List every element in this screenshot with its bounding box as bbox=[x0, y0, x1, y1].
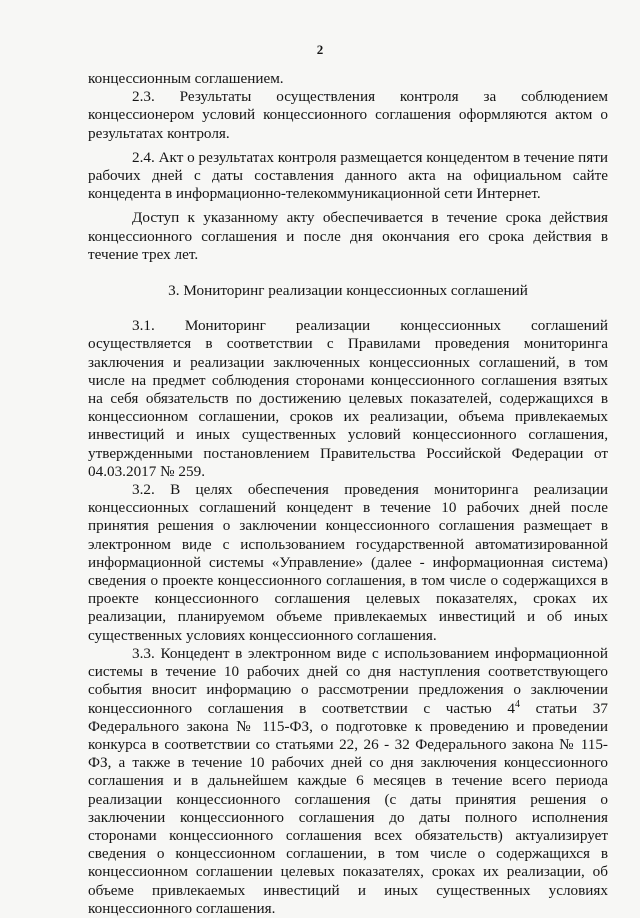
page-number: 2 bbox=[316, 42, 324, 57]
paragraph-2-4: 2.4. Акт о результатах контроля размещается концедентом в течение пяти рабочих дней с даты составления данного акта на официальном сайте концедента в информационно-телекоммуникационной сети Интернет. bbox=[88, 148, 608, 203]
section-3-heading: 3. Мониторинг реализации концессионных соглашений bbox=[168, 282, 528, 300]
paragraph-3-3-part-a: 3.3. Концедент в электронном виде с использованием информационной системы в течение 10 рабочих дней со дня наступления соответствующего события вносит информацию о рассмотрении предложения о заключении концессионного соглашения в соответствии с частью 4 bbox=[88, 644, 608, 717]
paragraph-continued: концессионным соглашением. bbox=[88, 70, 284, 87]
paragraph-3-3-part-b: статьи 37 Федерального закона № 115-ФЗ, о подготовке к проведению и проведении конкурса в соответствии со статьями 22, 26 - 32 Федерального закона № 115-ФЗ, а также в течение 10 рабочих дней со дня заключения концессионного соглашения и в дальнейшем каждые 6 месяцев в течение всего периода реализации концессионного соглашения (с даты принятия решения о заключении концессионного соглашения до даты полного исполнения сторонами концессионного соглашения всех обязательств) актуализирует сведения о концессионном соглашении, в том числе о содержащихся в концессионном соглашении целевых показателях, сроках их реализации, об объеме привлекаемых инвестиций и иных существенных условиях концессионного соглашения. bbox=[88, 699, 608, 917]
paragraph-3-2: 3.2. В целях обеспечения проведения мониторинга реализации концессионных соглашений концедент в течение 10 рабочих дней после принятия решения о заключении концессионного соглашения размещает в электронном виде с использованием государственной автоматизированной информационной системы «Управление» (далее - информационная система) сведения о проекте концессионного соглашения, в том числе о содержащихся в проекте концессионного соглашения целевых показателях, сроках их реализации, планируемом объеме привлекаемых инвестиций и об иных существенных условиях концессионного соглашения. bbox=[88, 481, 608, 644]
paragraph-3-3 bbox=[88, 645, 608, 918]
paragraph-3-3-superscript: 4 bbox=[514, 698, 520, 710]
paragraph-access: Доступ к указанному акту обеспечивается в течение срока действия концессионного соглашения и после дня окончания его срока действия в течение трех лет. bbox=[88, 209, 608, 263]
paragraph-2-3: 2.3. Результаты осуществления контроля за соблюдением концессионером условий концессионного соглашения оформляются актом о результатах контроля. bbox=[88, 88, 608, 142]
paragraph-3-1: 3.1. Мониторинг реализации концессионных соглашений осуществляется в соответствии с Правилами проведения мониторинга заключения и реализации заключенных концессионных соглашений, в том числе на предмет соблюдения сторонами концессионного соглашения взятых на себя обязательств по достижению целевых показателей, содержащихся в концессионном соглашении, сроков их реализации, объема привлекаемых инвестиций и иных существенных условий концессионного соглашения, утвержденными постановлением Правительства Российской Федерации от 04.03.2017 № 259. bbox=[88, 317, 608, 480]
document-body bbox=[88, 70, 608, 918]
